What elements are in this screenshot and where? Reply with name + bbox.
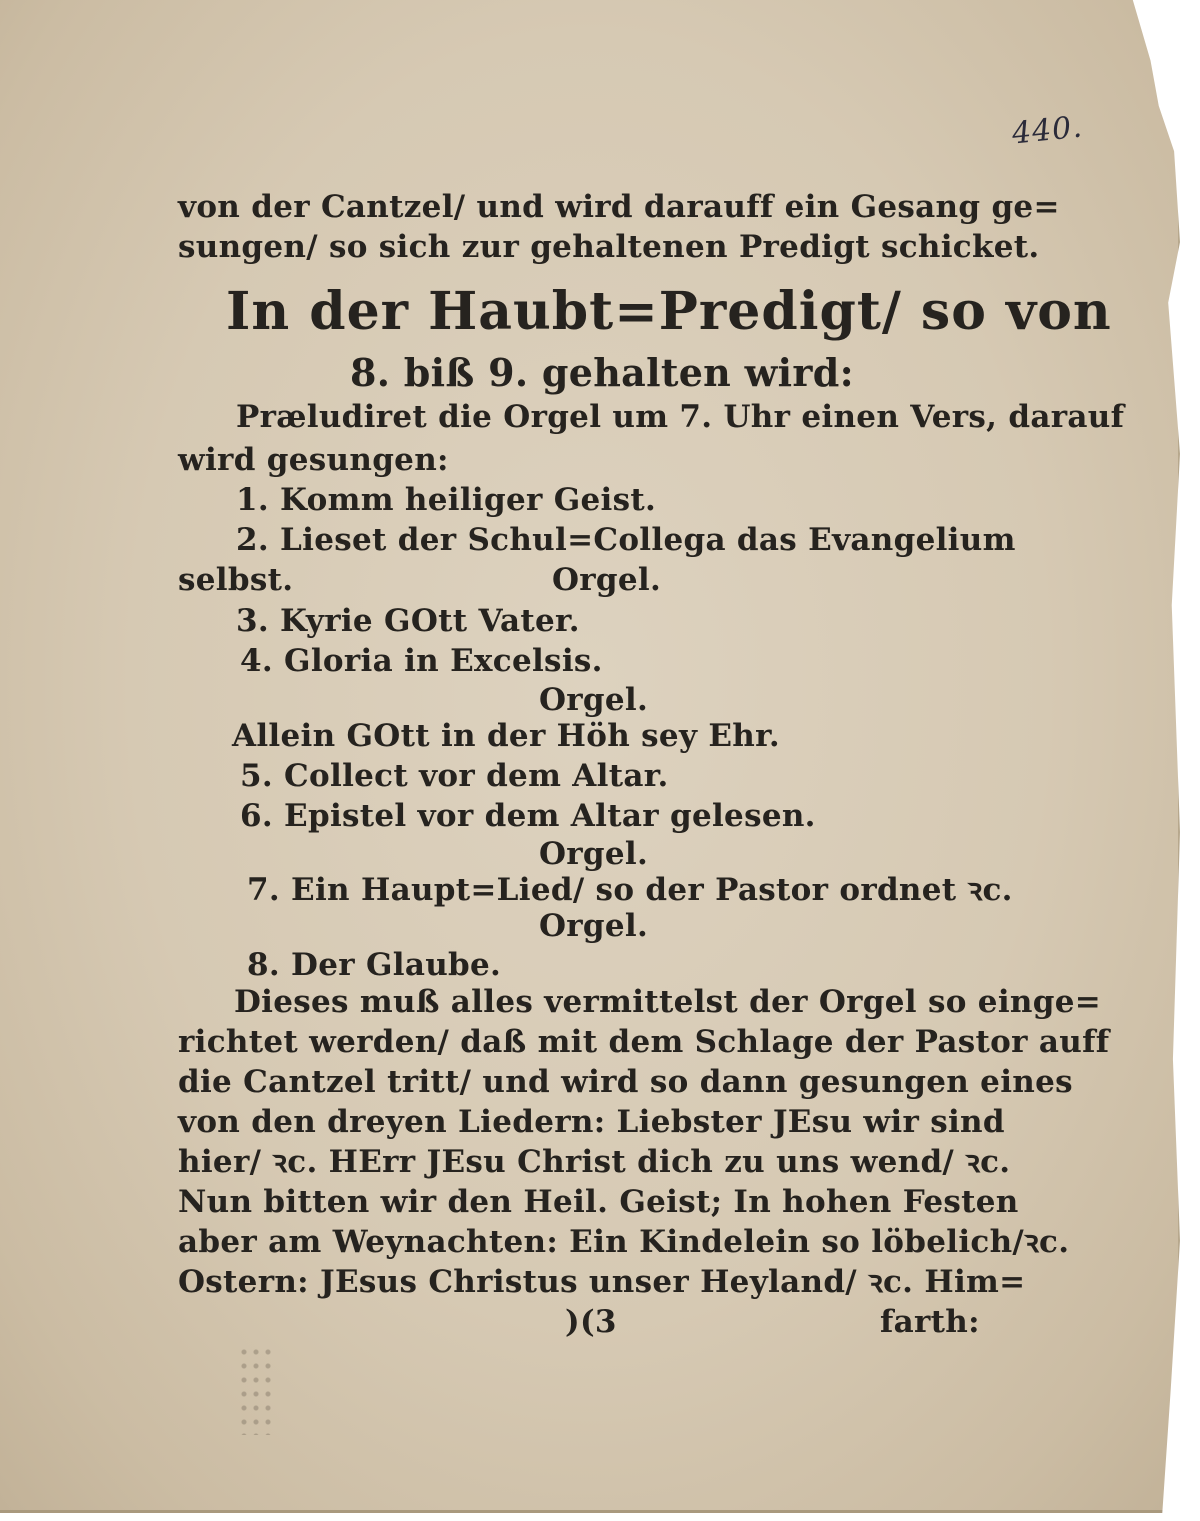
text-line: Dieses muß alles vermittelst der Orgel so einge= <box>234 984 1102 1020</box>
text-line: von der Cantzel/ und wird darauff ein Gesang ge= <box>178 189 1060 225</box>
text-line: von den dreyen Liedern: Liebster JEsu wir sind <box>178 1104 1005 1140</box>
organ-cue: Orgel. <box>539 836 649 872</box>
list-item: 4. Gloria in Excelsis. <box>240 643 603 679</box>
text-line: Allein GOtt in der Höh sey Ehr. <box>232 718 781 754</box>
text-line: Nun bitten wir den Heil. Geist; In hohen Festen <box>178 1184 1019 1220</box>
text-line: sungen/ so sich zur gehaltenen Predigt schicket. <box>178 229 1040 265</box>
list-item: 2. Lieset der Schul=Collega das Evangelium <box>236 522 1016 558</box>
list-item: 3. Kyrie GOtt Vater. <box>236 603 580 639</box>
section-heading: In der Haubt=Predigt/ so von <box>226 281 1112 342</box>
text-line: wird gesungen: <box>178 442 449 478</box>
section-subheading: 8. biß 9. gehalten wird: <box>350 350 854 395</box>
organ-cue: Orgel. <box>539 908 649 944</box>
list-item: 6. Epistel vor dem Altar gelesen. <box>240 798 816 834</box>
text-line: Præludiret die Orgel um 7. Uhr einen Vers, darauf <box>236 399 1125 435</box>
ink-smudge <box>238 1345 274 1435</box>
text-line: Ostern: JEsus Christus unser Heyland/ ꝛc. Him= <box>178 1264 1026 1300</box>
signature-mark: )(3 <box>565 1304 617 1340</box>
list-item: 8. Der Glaube. <box>247 947 502 983</box>
pencil-page-number: 440. <box>1010 109 1085 152</box>
organ-cue: Orgel. <box>552 562 662 598</box>
list-item: 1. Komm heiliger Geist. <box>236 482 657 518</box>
list-item: 7. Ein Haupt=Lied/ so der Pastor ordnet ꝛc. <box>247 872 1013 908</box>
organ-cue: Orgel. <box>539 682 649 718</box>
catchword: farth: <box>880 1304 980 1340</box>
text-line: die Cantzel tritt/ und wird so dann gesungen eines <box>178 1064 1073 1100</box>
text-line: hier/ ꝛc. HErr JEsu Christ dich zu uns wend/ ꝛc. <box>178 1144 1011 1180</box>
list-item: 5. Collect vor dem Altar. <box>240 758 669 794</box>
text-line: selbst. <box>178 562 294 598</box>
text-line: richtet werden/ daß mit dem Schlage der Pastor auff <box>178 1024 1110 1060</box>
text-line: aber am Weynachten: Ein Kindelein so löbelich/ꝛc. <box>178 1224 1070 1260</box>
